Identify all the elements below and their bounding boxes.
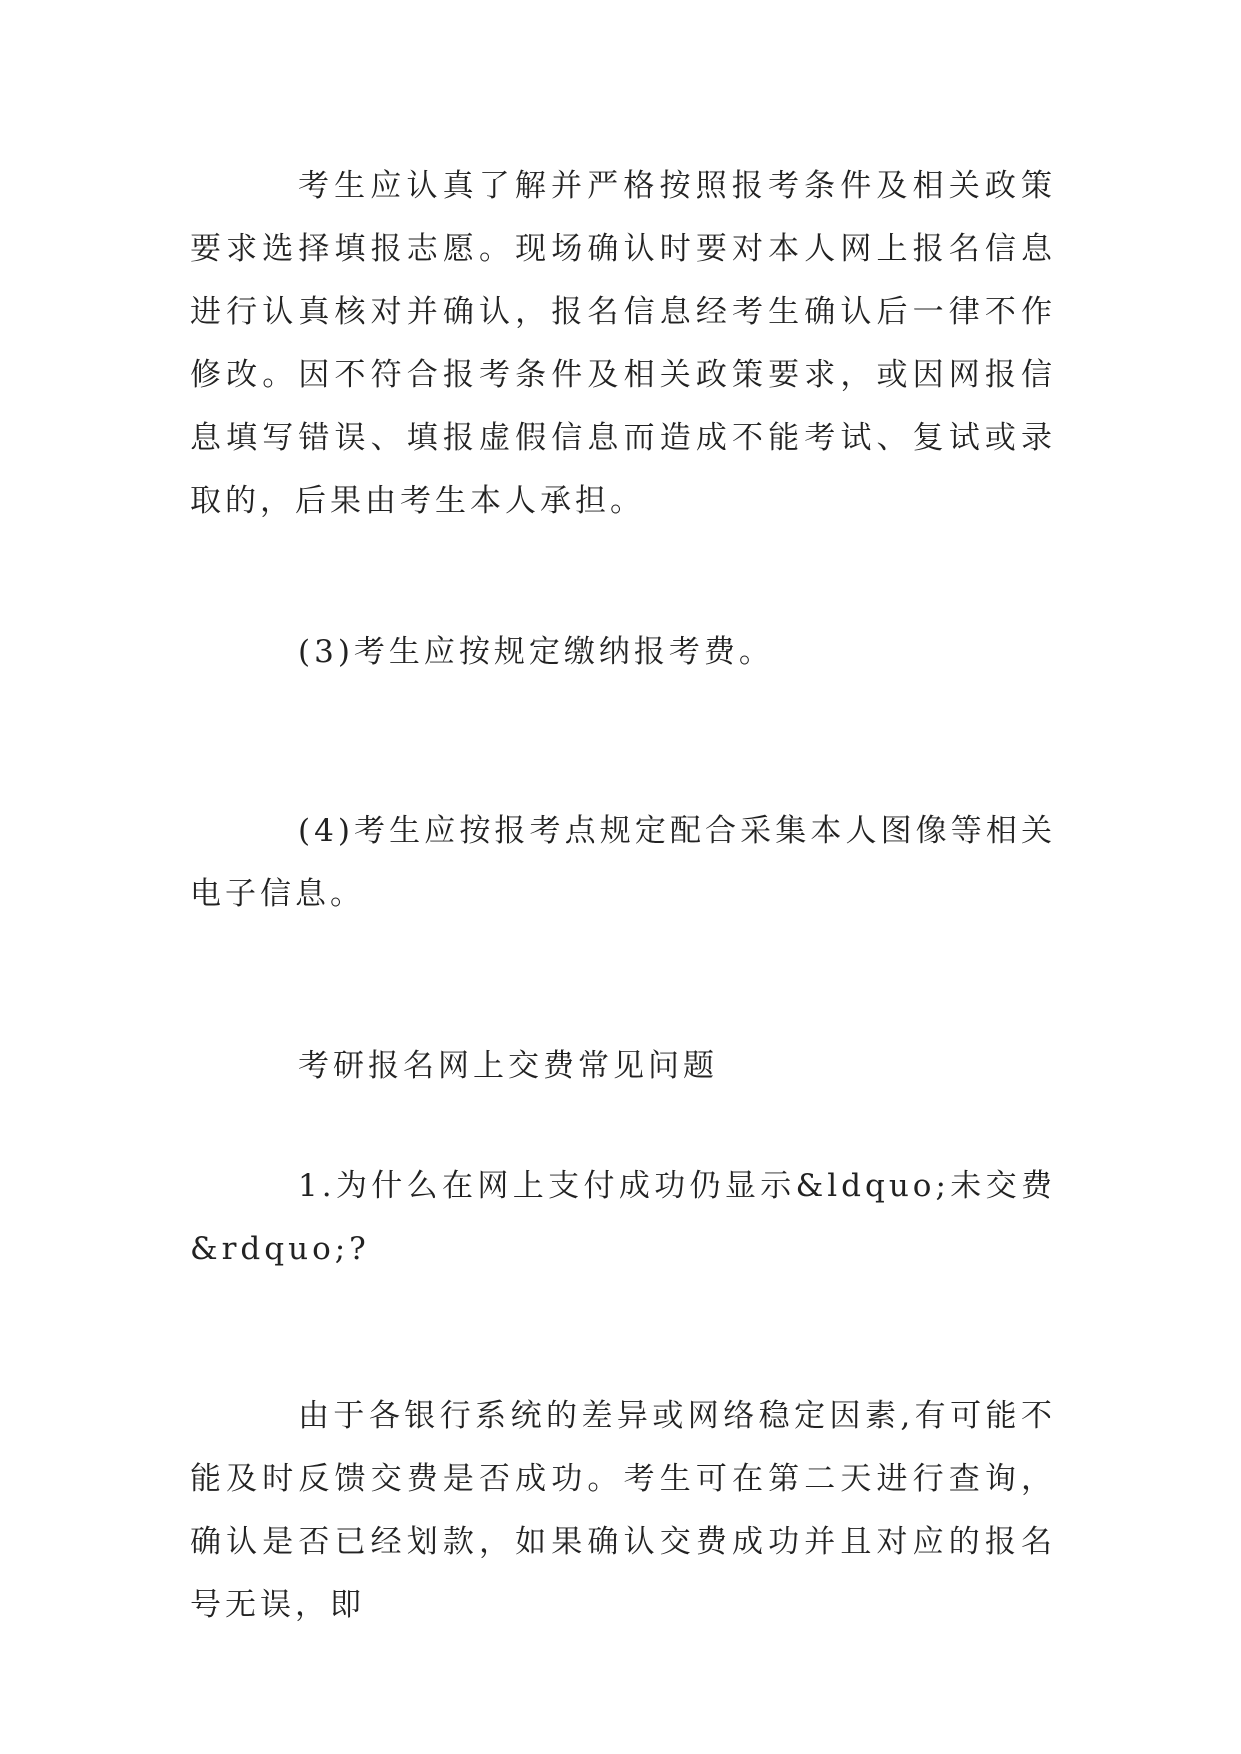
paragraph-pay-fee: (3)考生应按规定缴纳报考费。 <box>298 634 774 670</box>
paragraph-image-collection: (4)考生应按报考点规定配合采集本人图像等相关电子信息。 <box>190 813 1056 912</box>
paragraph-applicant-responsibility: 考生应认真了解并严格按照报考条件及相关政策要求选择填报志愿。现场确认时要对本人网上报名信息进行认真核对并确认，报名信息经考生确认后一律不作修改。因不符合报考条件及相关政策要求，或因网报信息填写错误、填报虚假信息而造成不能考试、复试或录取的，后果由考生本人承担。 <box>190 168 1056 519</box>
section-heading-payment-faq: 考研报名网上交费常见问题 <box>298 1048 718 1084</box>
faq-answer-1: 由于各银行系统的差异或网络稳定因素,有可能不能及时反馈交费是否成功。考生可在第二天进行查询，确认是否已经划款，如果确认交费成功并且对应的报名号无误，即 <box>190 1398 1056 1623</box>
faq-question-1: 1.为什么在网上支付成功仍显示&ldquo;未交费&rdquo;? <box>190 1168 1056 1267</box>
